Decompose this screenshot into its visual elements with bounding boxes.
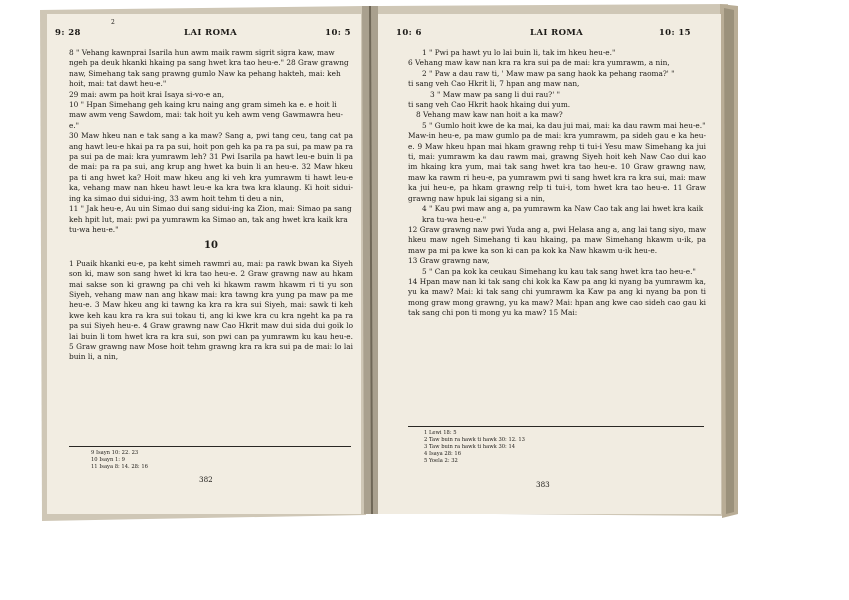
page-number: 383 — [536, 480, 550, 489]
verse-paragraph: Maw-in heu-e, pa maw gumlo pa de mai: kra yumrawm, pa sideh gau e ka heu-e. 9 Maw hkeu hpan mai hkam grawng rehp ti tui-i Yesu maw Simehang ka jui ti, mai: yumrawm ka dau rawm mai, grawng Siyeh hoit keh Naw Cao dui kao im hkaing kra yum, mai tak sang hwet kra tao heu-e. 10 Graw grawng naw, maw ka rawm ri heu-e, pa yumrawm pwi ti sang hwet kra ra kra sui, mai: maw ka jui heu-e, pa hkam grawng relp ti tui-i, tom hwet kra tao heu-e. 11 Graw grawng naw hpuk lai sigang si a nin, — [408, 131, 706, 203]
verse-paragraph: 6 Vehang maw kaw nan kra ra kra sui pa de mai: kra yumrawm, a nin, — [408, 58, 670, 68]
verse-paragraph: 4 " Kau pwi maw ang a, pa yumrawm ka Naw Cao tak ang lai hwet kra kaik kra tu-wa heu-e." — [422, 204, 704, 224]
footnotes — [91, 450, 148, 471]
right-page — [378, 14, 721, 514]
page-mark: 2 — [111, 19, 116, 26]
footnote: 9 Isayn 10: 22. 23 — [91, 450, 139, 456]
verse-paragraph: 13 Graw grawng naw, — [408, 256, 490, 266]
footnote-rule — [408, 426, 704, 427]
verse-paragraph: 8 Vehang maw kaw nan hoit a ka maw? — [416, 110, 563, 120]
footnote: 10 Isayn 1: 9 — [91, 456, 125, 463]
verse-paragraph: 1 Puaik hkanki eu-e, pa keht simeh rawmri au, mai: pa rawk bwan ka Siyeh son ki, maw son sang hwet ki kra tao heu-e. 2 Graw grawng naw au hkam mai sakse son ki grawng pa chi veh ki hkawm rawm hkawm ri ti yu son Siyeh, vehang maw nan ang hkaw mai: kra tawng kra yung pa maw pa me heu-e. 3 Maw hkeu ang ki tawng ka kra ra kra sui Siyeh, mai: sawk ti keh kwe keh kau kra ra kra sui tokau ti, ang ki kwe kra cu kra ngeht ka pa ra pa sui Siyeh heu-e. 4 Graw grawng naw Cao Hkrit maw dui sida dui goik lo lai buin li tom hwet kra ra kra sui, son pwi can pa yumrawm ku kau heu-e. 5 Graw grawng naw Mose hoit tehm grawng kra ra kra sui pa de mai: lo lai buin li, a nin, — [69, 258, 353, 362]
verse-paragraph: 5 " Gumlo hoit kwe de ka mai, ka dau jui mai, mai: ka dau rawm mai heu-e." — [422, 120, 706, 130]
footnotes — [424, 430, 525, 465]
footnote: 3 Taw buin ra hawk ti hawk 30: 14 — [424, 443, 516, 450]
footnote: 5 Yoela 2: 32 — [424, 457, 458, 464]
footnote: 4 Isaya 28: 16 — [424, 450, 462, 457]
text-column — [408, 48, 706, 319]
footnote-rule — [69, 446, 351, 447]
page-reference-right: 10: 15 — [658, 28, 691, 38]
footnote: 2 Taw buin ra hawk ti hawk 30: 12. 13 — [424, 436, 525, 443]
running-head: LAI ROMA — [184, 28, 238, 38]
page-reference-left: 9: 28 — [55, 28, 81, 38]
page-reference-right: 10: 5 — [325, 28, 351, 38]
running-head: LAI ROMA — [530, 28, 584, 38]
chapter-heading: 10 — [204, 240, 218, 252]
text-column — [69, 48, 353, 363]
verse-paragraph: 14 Hpan maw nan ki tak sang chi kok ka Kaw pa ang ki nyang ba yumrawm ka, yu ka maw? Mai: ki tak sang chi yumrawm ka Kaw pa ang ki nyang ba pon ti mong graw mong grawng, yu ka maw? Mai: hpan ang kwe cao sideh cao gau ki tak sang chi pon ti mong yu ka maw? 15 Mai: — [408, 276, 706, 318]
verse-paragraph: 30 Maw hkeu nan e tak sang a ka maw? Sang a, pwi tang ceu, tang cat pa ang hawt leu-e hkai pa ra pa sui, hoit pon geh ka pa ra pa sui, pa maw pa ra pa sui pa de mai: kra yumrawm leh? 31 Pwi Isarila pa hawt leu-e buin li pa de mai: pa ra pa sui, ang krup ang hwet ka buin li an heu-e. 32 Maw hkeu pa ti ang hwet ka? Hoit maw hkeu ang ki veh kra yumrawm ti hawt leu-e ka, vehang maw nan hkeu hawt leu-e ka kra twa kra klaung. Ki hoit sidui-ing ka simao dui sidui-ing, 33 awm hoit tehm ti deu a nin, — [69, 131, 353, 203]
footnote: 11 Isaya 8: 14. 28: 16 — [91, 463, 148, 470]
verse-paragraph: 2 " Paw a dau raw ti, ' Maw maw pa sang haok ka pehang raoma?' " — [422, 68, 675, 78]
verse-paragraph: ti sang veh Cao Hkrit haok hkaing dui yum. — [408, 100, 571, 110]
verse-paragraph: 1 " Pwi pa hawt yu lo lai buin li, tak im hkeu heu-e." — [422, 48, 616, 57]
verse-paragraph: 10 " Hpan Simehang geh kaing kru naing ang gram simeh ka e. e hoit li maw awm veng Sawdom, mai: tak hoit yu keh awm veng Gawmawra heu-e." — [69, 100, 343, 130]
verse-paragraph: ti sang veh Cao Hkrit li, 7 hpan ang maw nan, — [408, 79, 580, 89]
verse-paragraph: 29 mai: awm pa hoit krai Isaya si-vo-e an, — [69, 89, 225, 99]
verse-paragraph: 5 " Can pa kok ka ceukau Simehang ku kau tak sang hwet kra tao heu-e." — [422, 266, 696, 276]
verse-paragraph: 12 Graw grawng naw pwi Yuda ang a, pwi Helasa ang a, ang lai tang siyo, maw hkeu maw ngeh Simehang ti kau hkaing, pa maw Simehang hkawm u-ik, pa maw pa mi pa kwe ka son ki can pa kok ka Naw hkawm u-ik heu-e. — [408, 224, 706, 255]
footnote: 1 Lewi 18: 5 — [424, 430, 457, 436]
verse-paragraph: 3 " Maw maw pa sang li dui rau?' " — [430, 89, 560, 99]
verse-paragraph: 11 " Jak heu-e, Au uin Simao dui sang sidui-ing ka Zion, mai: Simao pa sang keh hpit lut, mai: pwi pa yumrawm ka Simao an, tak ang hwet kra kaik kra tu-wa heu-e." — [69, 204, 352, 234]
page-number: 382 — [199, 475, 213, 484]
page-reference-left: 10: 6 — [396, 28, 422, 38]
verse-paragraph: 8 " Vehang kawnprai Isarila hun awm maik rawm sigrit sigra kaw, maw ngeh pa deuk hkanki hkaing pa sang hwet kra tao heu-e." 28 Graw grawng naw, Simehang tak sang prawng gumlo Naw ka pehang hakteh, mai: keh hoit, mai: tat dawt heu-e." — [69, 48, 349, 89]
left-page — [47, 14, 361, 514]
